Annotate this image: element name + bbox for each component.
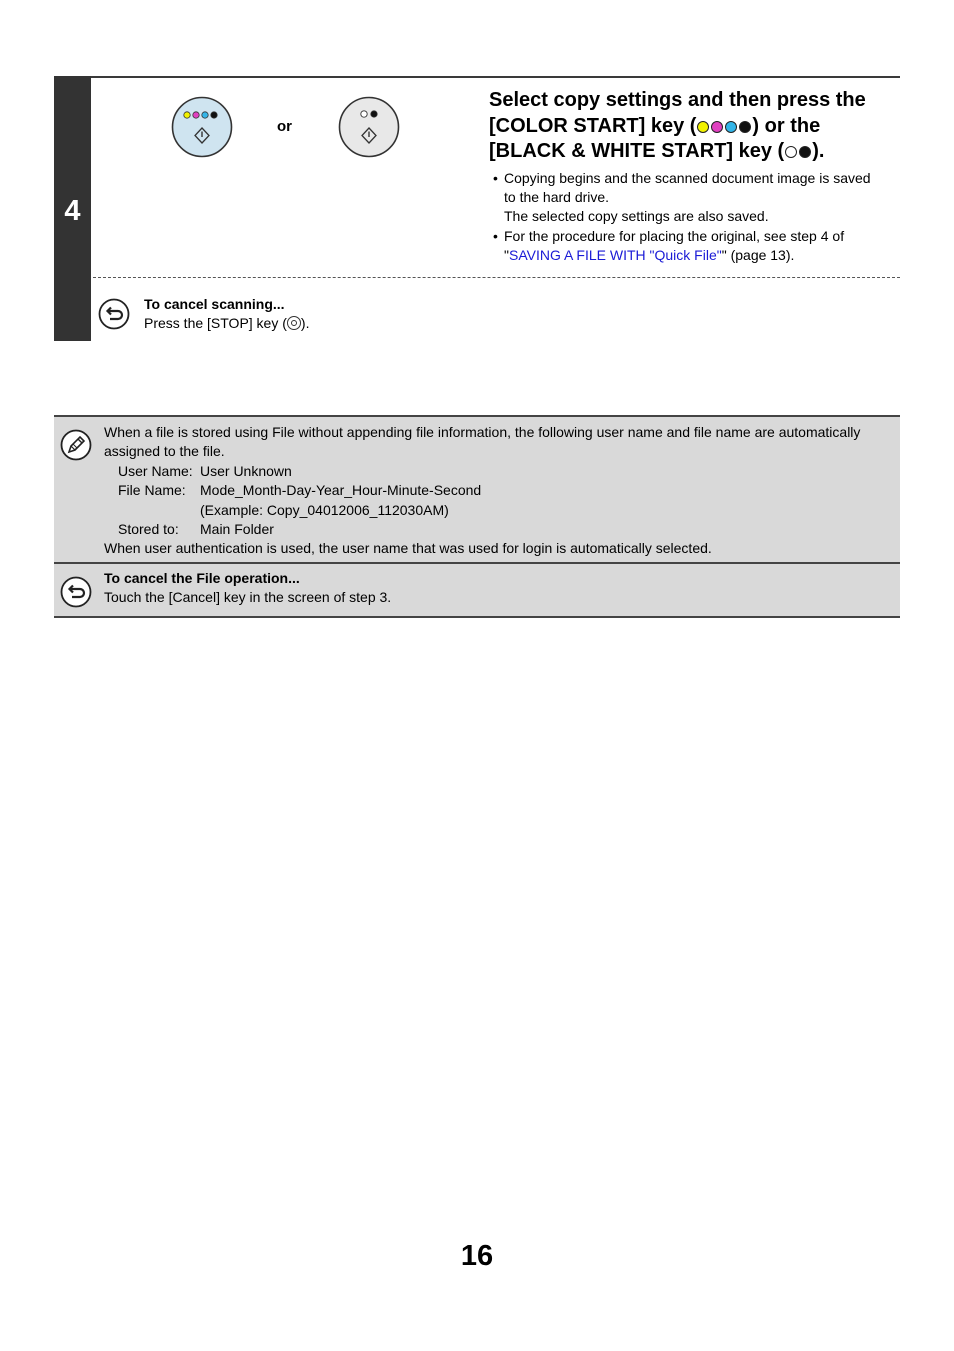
dashed-divider xyxy=(93,277,900,278)
bw-start-key-icon xyxy=(337,95,401,159)
bullet-line: For the procedure for placing the original, see step 4 of xyxy=(504,227,845,244)
cancel-file-box xyxy=(54,562,900,618)
step-top-rule xyxy=(54,76,900,78)
color-dots-icon xyxy=(696,115,752,137)
note-row-value: Main Folder xyxy=(200,520,274,537)
bullet-line: to the hard drive. xyxy=(504,189,610,206)
note-row-value: User Unknown xyxy=(200,462,292,479)
bullet-mark: • xyxy=(493,170,498,186)
title-part-3: ). xyxy=(812,140,825,162)
note-row-label: File Name: xyxy=(118,482,186,499)
note-row xyxy=(104,501,894,520)
cancel-scanning-text xyxy=(144,314,309,333)
note-line: When a file is stored using File without appending file information, the following user name and file name are automatically xyxy=(104,424,861,440)
note-box xyxy=(54,415,900,565)
return-arrow-icon xyxy=(60,576,92,608)
step-number: 4 xyxy=(64,195,81,227)
title-part-1: Select copy settings and then press the [COLOR START] key ( xyxy=(489,89,866,137)
note-row-value: (Example: Copy_04012006_112030AM) xyxy=(200,501,449,518)
bullet-item xyxy=(490,169,890,227)
bullet-mark: • xyxy=(493,227,498,244)
step-4-block xyxy=(54,76,900,341)
or-label: or xyxy=(277,118,292,135)
cancel-text-after: ). xyxy=(300,315,310,331)
note-row xyxy=(104,462,894,481)
bullet-line xyxy=(504,246,890,265)
saving-file-link[interactable]: SAVING A FILE WITH "Quick File" xyxy=(508,246,722,263)
color-start-key-icon xyxy=(170,95,234,159)
note-row-label: Stored to: xyxy=(118,520,179,537)
cancel-file-text: Touch the [Cancel] key in the screen of step 3. xyxy=(104,589,392,606)
cancel-file-content xyxy=(104,569,391,608)
after-link-text: " (page 13). xyxy=(721,246,795,263)
bullet-item xyxy=(490,227,890,265)
return-arrow-icon xyxy=(98,298,130,330)
step-title xyxy=(489,88,899,165)
cancel-text-before: Press the [STOP] key ( xyxy=(144,315,287,331)
pencil-note-icon xyxy=(60,429,92,461)
note-row xyxy=(104,481,894,500)
page-number: 16 xyxy=(460,1240,494,1272)
note-line: When user authentication is used, the user name that was used for login is automatically selected. xyxy=(104,540,712,557)
note-row-value: Mode_Month-Day-Year_Hour-Minute-Second xyxy=(200,482,482,499)
note-row xyxy=(104,520,894,539)
cancel-scanning-title: To cancel scanning... xyxy=(144,296,285,312)
step-number-bar xyxy=(54,76,91,341)
bw-dots-icon xyxy=(784,140,812,162)
quote-open: " xyxy=(504,246,509,263)
stop-key-icon xyxy=(287,316,301,330)
bullet-line: Copying begins and the scanned document image is saved xyxy=(504,170,871,186)
note-content xyxy=(104,423,894,559)
note-row-label: User Name: xyxy=(118,462,193,479)
cancel-file-title: To cancel the File operation... xyxy=(104,570,300,586)
note-line: assigned to the file. xyxy=(104,443,225,460)
bullet-line: The selected copy settings are also saved. xyxy=(504,208,769,225)
title-part-2: ) or the [BLACK & WHITE START] key ( xyxy=(489,114,821,162)
step-bullets xyxy=(490,169,890,265)
